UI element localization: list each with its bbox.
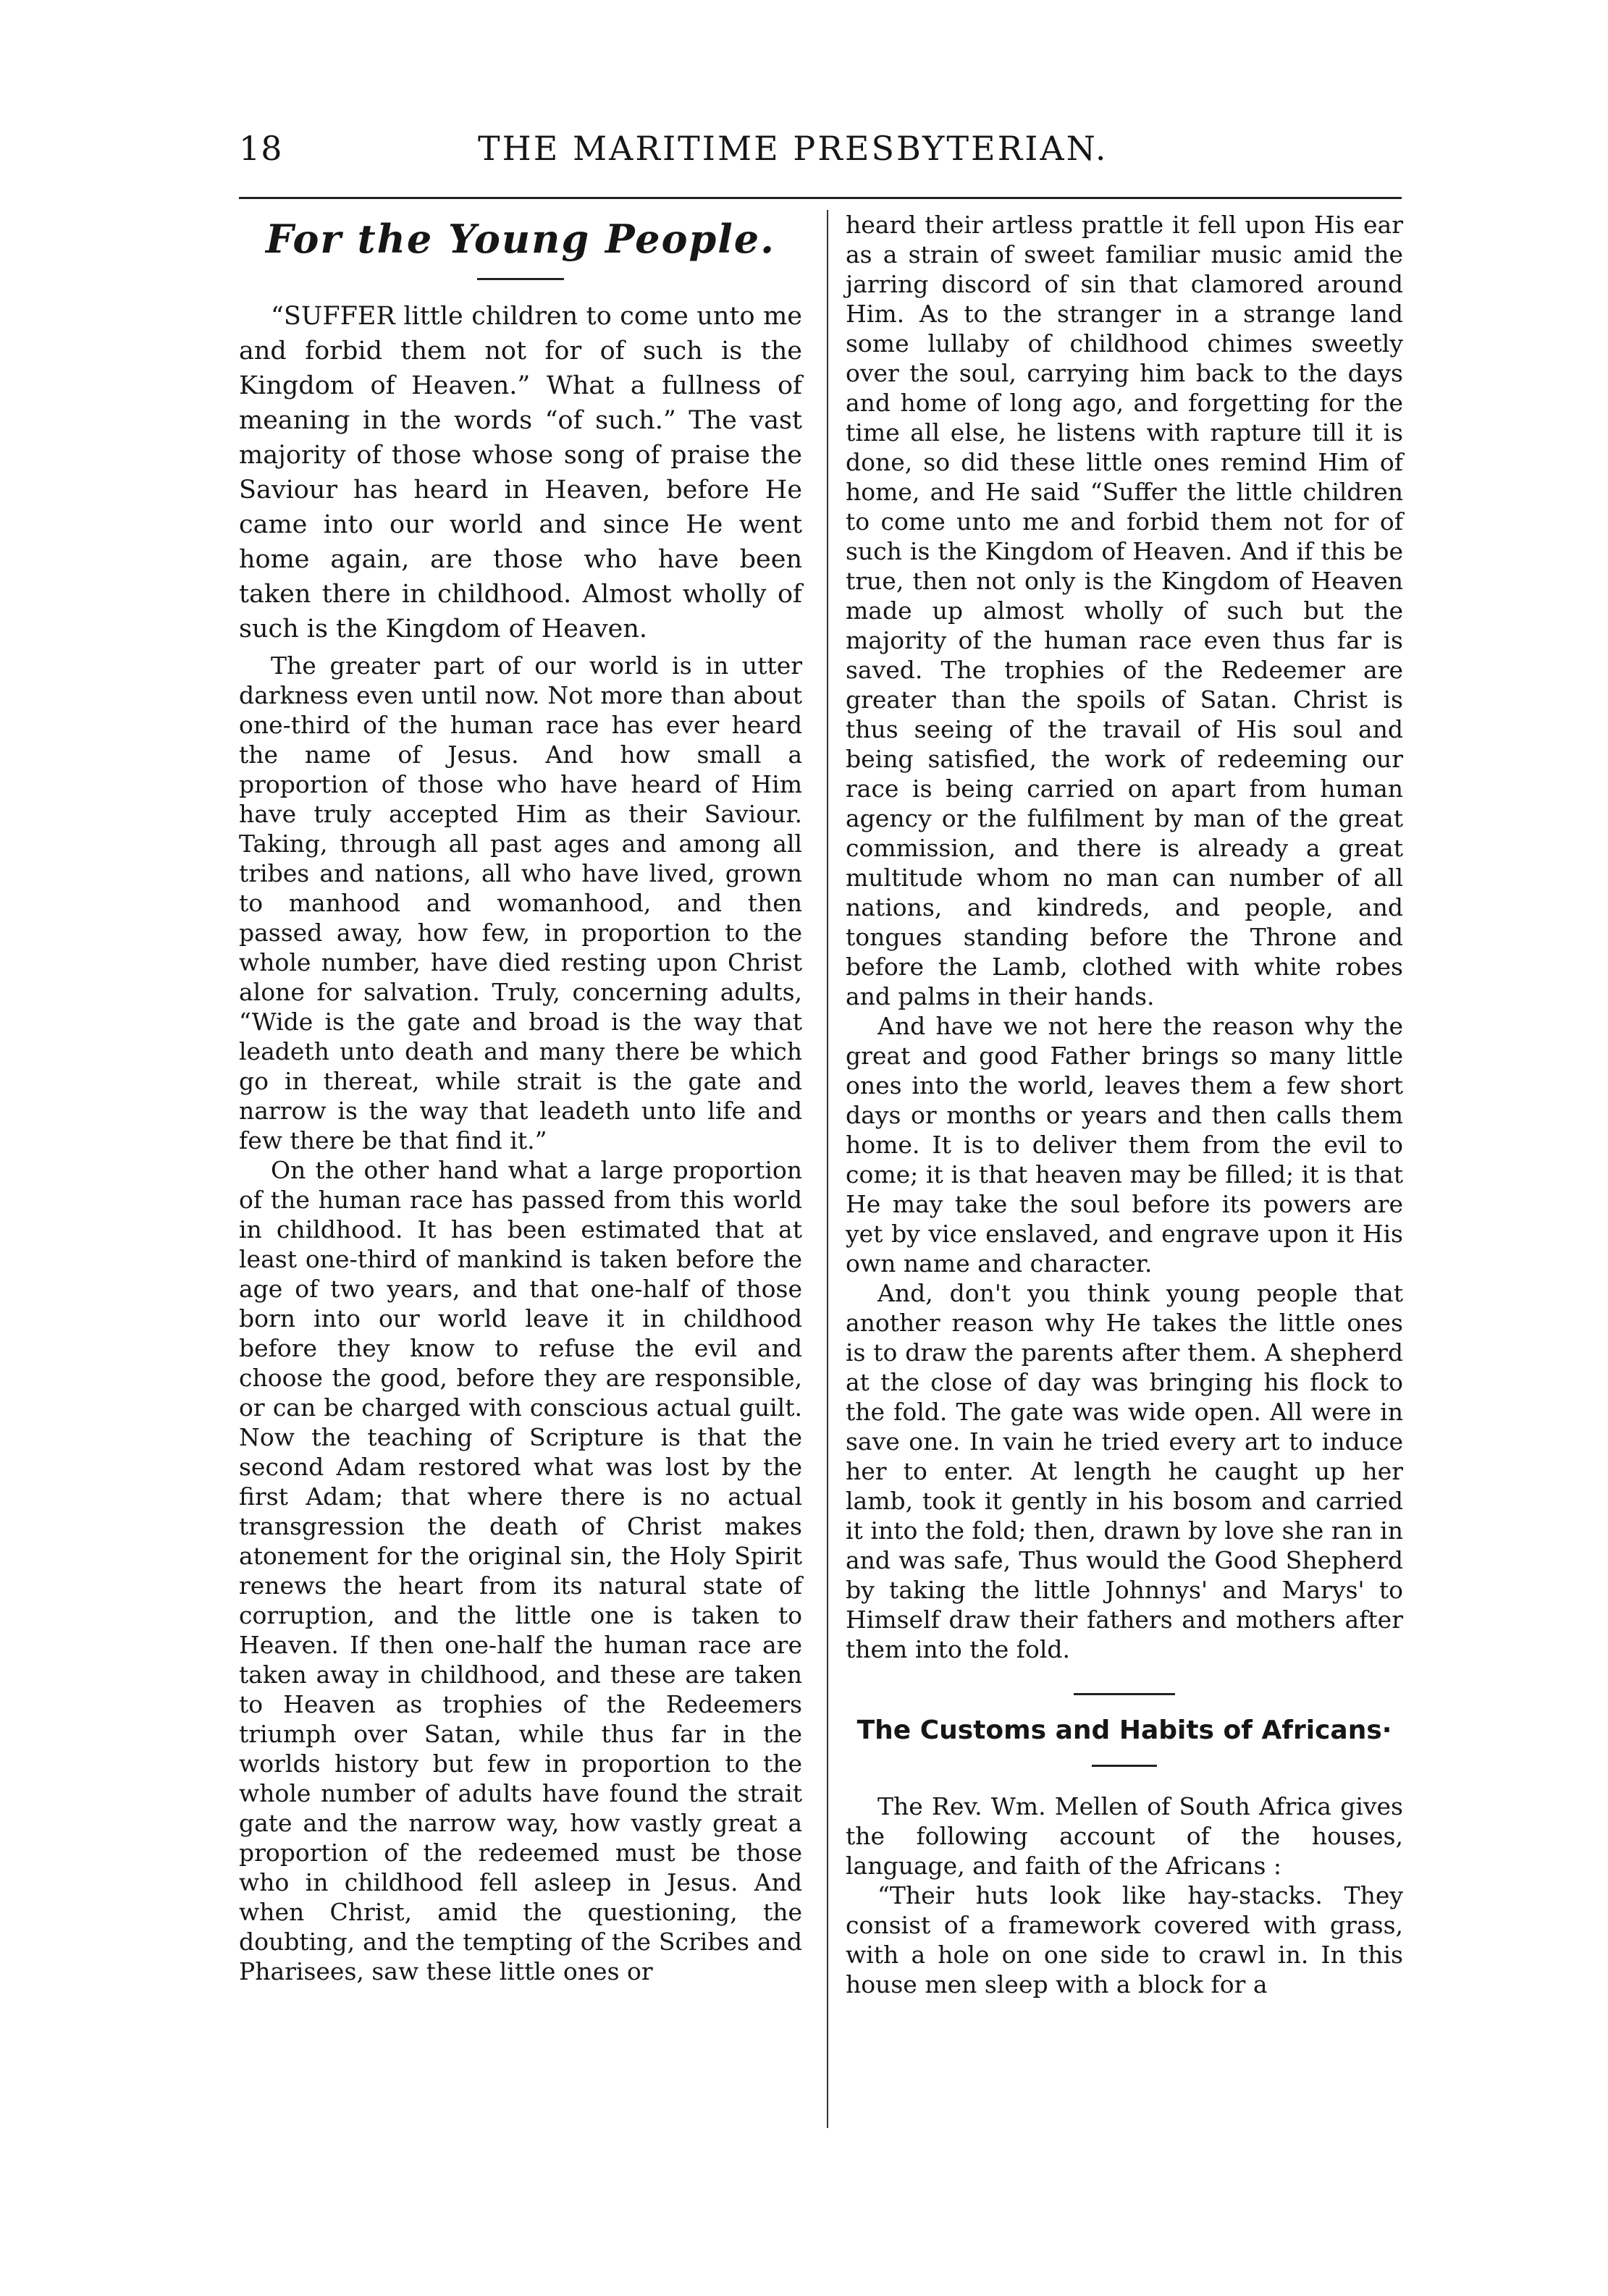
left-column [239, 210, 802, 1986]
section-title: For the Young People. [266, 216, 775, 262]
article-title: The Customs and Habits of Africans· [856, 1715, 1392, 1745]
paragraph: “Their huts look like hay-stacks. They consist of a framework covered with grass, with a hole on one side to crawl in. In this house men sleep with a block for a [846, 1881, 1403, 1999]
paragraph: On the other hand what a large proportion of the human race has passed from this world in childhood. It has been estimated that at least one-third of mankind is taken before the age of two years, and that one-half of those born into our world leave it in childhood before they know to refuse the evil and choose the good, before they are responsible, or can be charged with conscious actual guilt. Now the teaching of Scripture is that the second Adam restored what was lost by the first Adam; that where there is no actual transgression the death of Christ makes atonement for the original sin, the Holy Spirit renews the heart from its natural state of corruption, and the little one is taken to Heaven. If then one-half the human race are taken away in childhood, and these are taken to Heaven as trophies of the Redeemers triumph over Satan, while thus far in the worlds history but few in proportion to the whole number of adults have found the strait gate and the narrow way, how vastly great a proportion of the redeemed must be those who in childhood fell asleep in Jesus. And when Christ, amid the questioning, the doubting, and the tempting of the Scribes and Pharisees, saw these little ones or [239, 1156, 802, 1985]
header-rule [239, 197, 1402, 199]
title-rule [477, 278, 564, 280]
paragraph: The Rev. Wm. Mellen of South Africa gives the following account of the houses, language, and faith of the Africans : [846, 1792, 1403, 1880]
page-number: 18 [239, 129, 283, 168]
right-column [846, 210, 1403, 1999]
page-header [239, 129, 1397, 187]
paragraph: heard their artless prattle it fell upon His ear as a strain of sweet familiar music amid the jarring discord of sin that clamored around Him. As to the stranger in a strange land some lullaby of childhood chimes sweetly over the soul, carrying him back to the days and home of long ago, and forgetting for the time all else, he listens with rapture till it is done, so did these little ones remind Him of home, and He said “Suffer the little children to come unto me and forbid them not for of such is the Kingdom of Heaven. And if this be true, then not only is the Kingdom of Heaven made up almost wholly of such but the majority of the human race even thus far is saved. The trophies of the Redeemer are greater than the spoils of Satan. Christ is thus seeing of the travail of His soul and being satisfied, the work of redeeming our race is being carried on apart from human agency or the fulfilment by man of the great commission, and there is already a great multitude whom no man can number of all nations, and kindreds, and people, and tongues standing before the Throne and before the Lamb, clothed with white robes and palms in their hands. [846, 211, 1403, 1010]
column-divider [827, 210, 828, 2128]
section-rule [1074, 1693, 1175, 1695]
paragraph: And have we not here the reason why the great and good Father brings so many little ones into the world, leaves them a few short days or months or years and then calls them home. It is to deliver them from the evil to come; it is that heaven may be filled; it is that He may take the soul before its powers are yet by vice enslaved, and engrave upon it His own name and character. [846, 1012, 1403, 1278]
article-title-rule [1092, 1765, 1157, 1767]
paragraph: The greater part of our world is in utter darkness even until now. Not more than about one-third of the human race has ever heard the name of Jesus. And how small a proportion of those who have heard of Him have truly accepted Him as their Saviour. Taking, through all past ages and among all tribes and nations, all who have lived, grown to manhood and womanhood, and then passed away, how few, in proportion to the whole number, have died resting upon Christ alone for salvation. Truly, concerning adults, “Wide is the gate and broad is the way that leadeth unto death and many there be which go in thereat, while strait is the gate and narrow is the way that leadeth unto life and few there be that find it.” [239, 651, 802, 1155]
lead-paragraph: “SUFFER little children to come unto me and forbid them not for of such is the Kingdom of Heaven.” What a fullness of meaning in the words “of such.” The vast majority of those whose song of praise the Saviour has heard in Heaven, before He came into our world and since He went home again, are those who have been taken there in childhood. Almost wholly of such is the Kingdom of Heaven. [239, 302, 802, 643]
paragraph: And, don't you think young people that another reason why He takes the little ones is to draw the parents after them. A shepherd at the close of day was bringing his flock to the fold. The gate was wide open. All were in save one. In vain he tried every art to induce her to enter. At length he caught up her lamb, took it gently in his bosom and carried it into the fold; then, drawn by love she ran in and was safe, Thus would the Good Shepherd by taking the little Johnnys' and Marys' to Himself draw their fathers and mothers after them into the fold. [846, 1279, 1403, 1663]
journal-title: THE MARITIME PRESBYTERIAN. [478, 129, 1108, 168]
lead-block [239, 299, 802, 646]
